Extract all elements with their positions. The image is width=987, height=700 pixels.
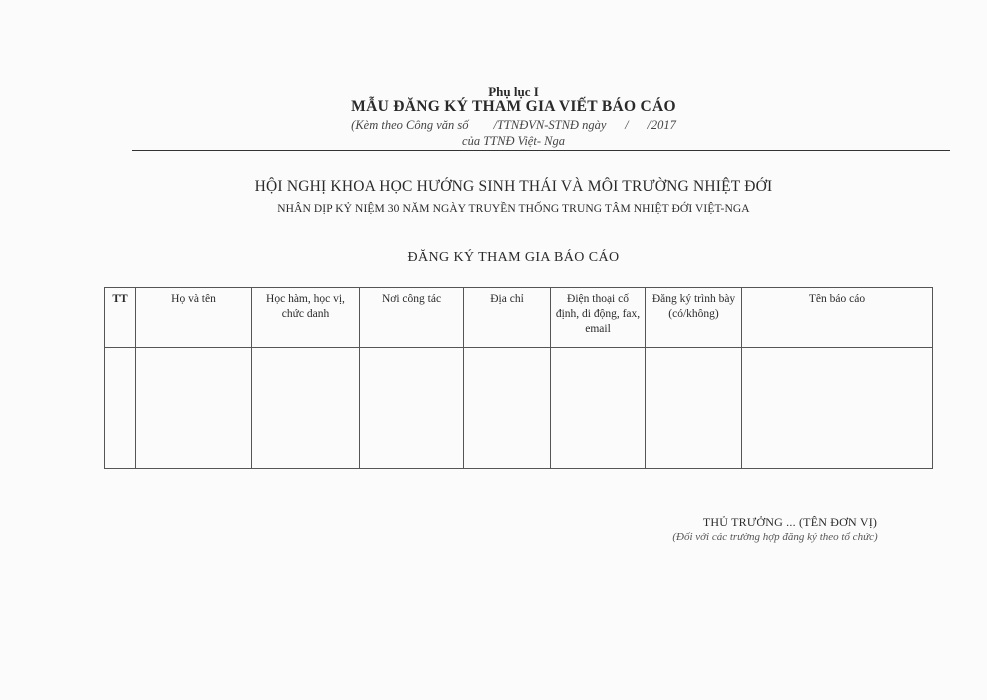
table-cell[interactable] <box>105 348 136 469</box>
conference-subtitle: NHÂN DỊP KỶ NIỆM 30 NĂM NGÀY TRUYỀN THỐNG TRUNG TÂM NHIỆT ĐỚI VIỆT-NGA <box>277 203 750 215</box>
column-header-name: Họ và tên <box>136 288 252 348</box>
signatory-title: THỦ TRƯỞNG ... (TÊN ĐƠN VỊ) <box>702 515 878 529</box>
signatory-note: (Đối với các trường hợp đăng ký theo tổ chức) <box>672 531 878 543</box>
column-header-report-title: Tên báo cáo <box>742 288 933 348</box>
table-cell[interactable] <box>136 348 252 469</box>
table-header-row <box>105 288 933 348</box>
table-cell[interactable] <box>551 348 646 469</box>
conference-title: HỘI NGHỊ KHOA HỌC HƯỚNG SINH THÁI VÀ MÔI TRƯỜNG NHIỆT ĐỚI <box>254 178 773 195</box>
appendix-label: Phụ lục I <box>488 84 539 99</box>
table-cell[interactable] <box>360 348 464 469</box>
issuer-line: của TTNĐ Việt- Nga <box>462 134 565 148</box>
header-divider <box>132 150 950 151</box>
table-cell[interactable] <box>742 348 933 469</box>
reference-line: (Kèm theo Công văn số /TTNĐVN-STNĐ ngày / /2017 <box>351 118 676 132</box>
table-cell[interactable] <box>464 348 551 469</box>
form-title: MẪU ĐĂNG KÝ THAM GIA VIẾT BÁO CÁO <box>351 98 676 115</box>
table-cell[interactable] <box>646 348 742 469</box>
column-header-address: Địa chỉ <box>464 288 551 348</box>
table-row <box>105 348 933 469</box>
registration-table <box>104 287 933 469</box>
table-cell[interactable] <box>252 348 360 469</box>
column-header-tt: TT <box>105 288 136 348</box>
column-header-workplace: Nơi công tác <box>360 288 464 348</box>
column-header-presentation: Đăng ký trình bày (có/không) <box>646 288 742 348</box>
column-header-contact: Điện thoại cố định, di động, fax, email <box>551 288 646 348</box>
registration-title: ĐĂNG KÝ THAM GIA BÁO CÁO <box>407 250 620 265</box>
column-header-title: Học hàm, học vị, chức danh <box>252 288 360 348</box>
